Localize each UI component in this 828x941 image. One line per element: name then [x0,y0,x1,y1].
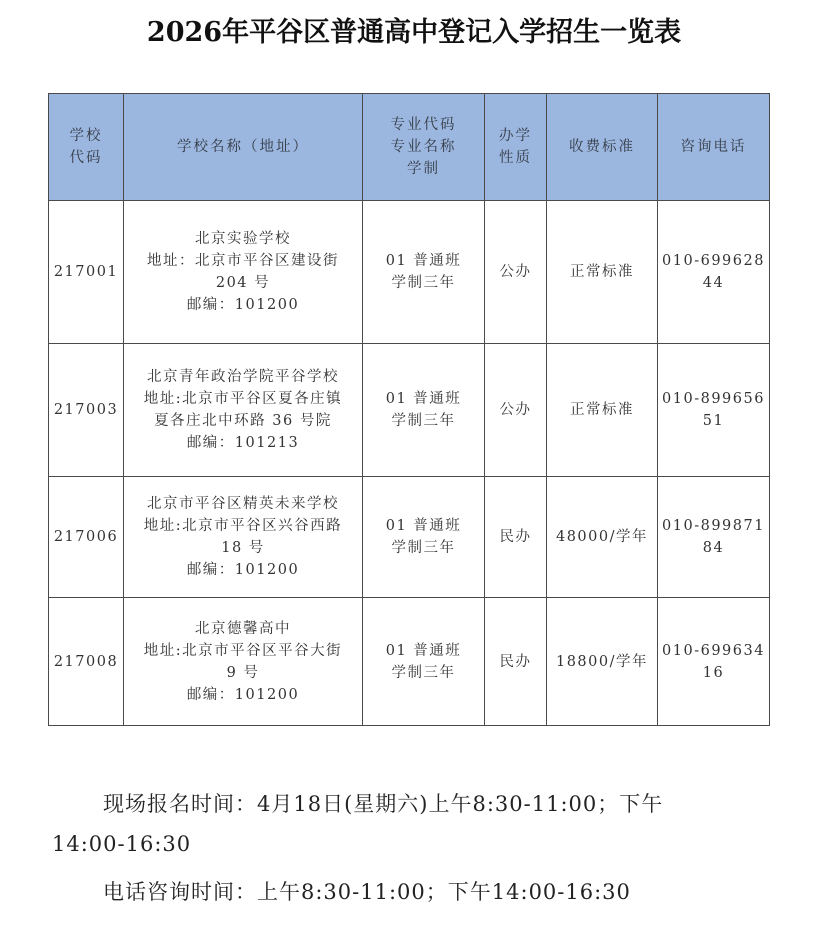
fee-cell: 正常标准 [547,344,658,477]
fee-cell: 正常标准 [547,201,658,344]
major-cell: 01 普通班 学制三年 [363,598,485,726]
major-cell: 01 普通班 学制三年 [363,344,485,477]
table-row [49,598,770,726]
phone-consultation-time: 电话咨询时间：上午8:30-11:00；下午14:00-16:30 [103,880,631,904]
school-type-cell: 民办 [485,598,547,726]
enrollment-table [48,93,770,726]
header-school-name: 学校名称（地址） [124,94,363,201]
school-code-cell: 217008 [49,598,124,726]
onsite-registration-time-continued: 14:00-16:30 [52,832,192,856]
header-major: 专业代码 专业名称 学制 [363,94,485,201]
page-title: 2026年平谷区普通高中登记入学招生一览表 [146,17,682,48]
phone-cell: 010-899656 51 [658,344,770,477]
phone-cell: 010-699628 44 [658,201,770,344]
table-row [49,344,770,477]
school-code-cell: 217006 [49,477,124,598]
school-type-cell: 民办 [485,477,547,598]
school-name-cell: 北京实验学校 地址：北京市平谷区建设街 204 号 邮编：101200 [124,201,363,344]
phone-cell: 010-899871 84 [658,477,770,598]
school-code-cell: 217003 [49,344,124,477]
table-row [49,477,770,598]
school-name-cell: 北京青年政治学院平谷学校 地址:北京市平谷区夏各庄镇 夏各庄北中环路 36 号院 邮编：101213 [124,344,363,477]
school-name-cell: 北京市平谷区精英未来学校 地址:北京市平谷区兴谷西路 18 号 邮编：101200 [124,477,363,598]
school-code-cell: 217001 [49,201,124,344]
fee-cell: 18800/学年 [547,598,658,726]
header-fee: 收费标准 [547,94,658,201]
school-type-cell: 公办 [485,201,547,344]
major-cell: 01 普通班 学制三年 [363,201,485,344]
header-school-code: 学校 代码 [49,94,124,201]
header-school-type: 办学 性质 [485,94,547,201]
table-header-row [49,94,770,201]
fee-cell: 48000/学年 [547,477,658,598]
school-type-cell: 公办 [485,344,547,477]
school-name-cell: 北京德馨高中 地址:北京市平谷区平谷大街 9 号 邮编：101200 [124,598,363,726]
phone-cell: 010-699634 16 [658,598,770,726]
header-phone: 咨询电话 [658,94,770,201]
onsite-registration-time: 现场报名时间：4月18日(星期六)上午8:30-11:00；下午 [103,792,664,816]
major-cell: 01 普通班 学制三年 [363,477,485,598]
table-row [49,201,770,344]
